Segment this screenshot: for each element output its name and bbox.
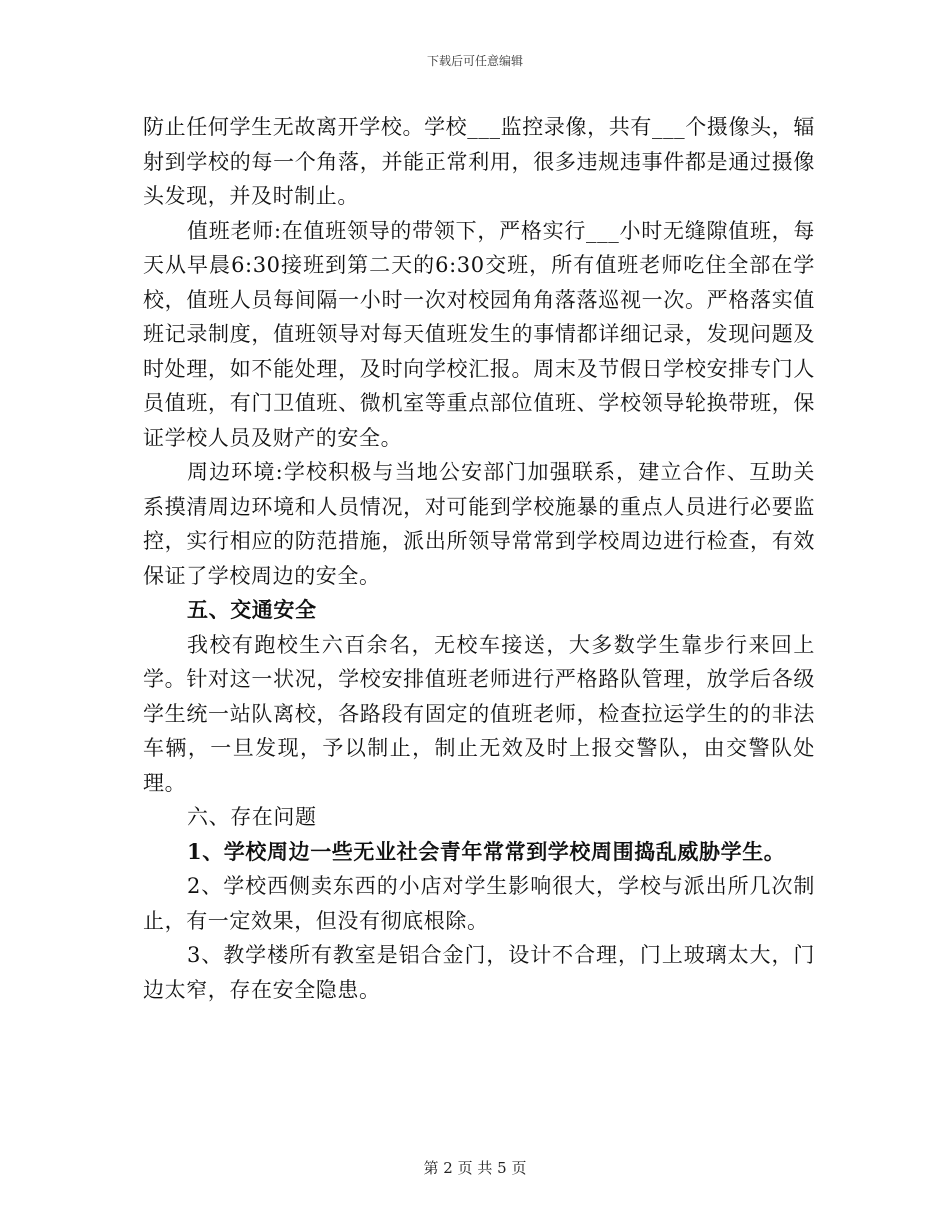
paragraph-monitoring: 防止任何学生无故离开学校。学校___监控录像，共有___个摄像头，辐射到学校的每一个角落，并能正常利用，很多违规违事件都是通过摄像头发现，并及时制止。: [143, 115, 815, 208]
paragraph-surroundings: 周边环境:学校积极与当地公安部门加强联系，建立合作、互助关系摸清周边环境和人员情况，对可能到学校施暴的重点人员进行必要监控，实行相应的防范措施，派出所领导常常到学校周边进行检查，有效保证了学校周边的安全。: [143, 460, 815, 588]
paragraph-duty-teachers: 值班老师:在值班领导的带领下，严格实行___小时无缝隙值班，每天从早晨6:30接班到第二天的6:30交班，所有值班老师吃住全部在学校，值班人员每间隔一小时一次对校园角角落落巡视一次。严格落实值班记录制度，值班领导对每天值班发生的事情都详细记录，发现问题及时处理，如不能处理，及时向学校汇报。周末及节假日学校安排专门人员值班，有门卫值班、微机室等重点部位值班、学校领导轮换带班，保证学校人员及财产的安全。: [143, 218, 815, 450]
paragraph-traffic: 我校有跑校生六百余名，无校车接送，大多数学生靠步行来回上学。针对这一状况，学校安排值班老师进行严格路队管理，放学后各级学生统一站队离校，各路段有固定的值班老师，检查拉运学生的的非法车辆，一旦发现，予以制止，制止无效及时上报交警队，由交警队处理。: [143, 632, 815, 795]
section-heading-traffic-safety: 五、交通安全: [187, 597, 317, 622]
problem-item-2: 2、学校西侧卖东西的小店对学生影响很大，学校与派出所几次制止，有一定效果，但没有彻底根除。: [143, 874, 815, 933]
problem-item-3: 3、教学楼所有教室是铝合金门，设计不合理，门上玻璃太大，门边太窄，存在安全隐患。: [143, 943, 815, 1002]
section-heading-existing-problems: 六、存在问题: [187, 805, 317, 829]
problem-item-1: 1、学校周边一些无业社会青年常常到学校周围捣乱威胁学生。: [187, 838, 786, 864]
page-header: 下载后可任意编辑: [426, 54, 523, 68]
document-body: [143, 110, 815, 1007]
page-footer: 第 2 页 共 5 页: [423, 1159, 527, 1177]
